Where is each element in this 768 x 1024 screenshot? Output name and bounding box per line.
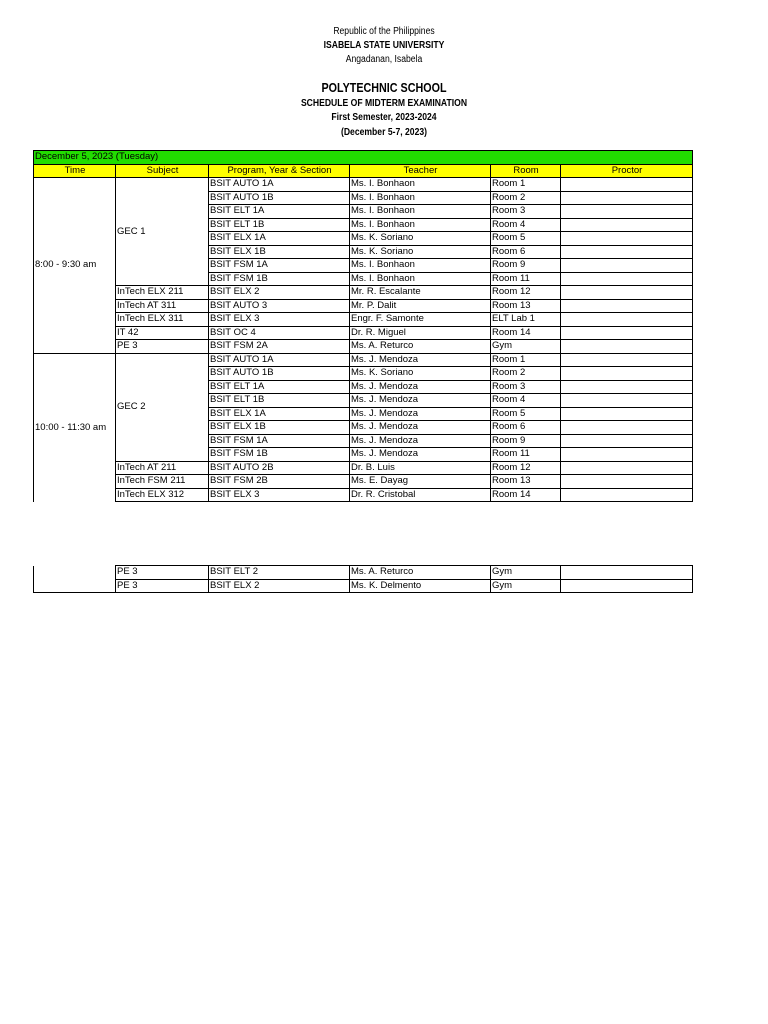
teacher-cell: Mr. P. Dalit [350,299,491,313]
header-university: ISABELA STATE UNIVERSITY [323,40,445,51]
column-header-row [34,164,693,178]
proctor-cell [561,272,693,286]
col-header-teacher: Teacher [350,164,491,178]
teacher-cell: Ms. I. Bonhaon [350,205,491,219]
program-cell: BSIT AUTO 1A [209,353,350,367]
subject-cell: InTech AT 311 [116,299,209,313]
program-cell: BSIT ELX 2 [209,579,350,593]
room-cell: Room 12 [491,286,561,300]
program-cell: BSIT AUTO 2B [209,461,350,475]
teacher-cell: Ms. J. Mendoza [350,434,491,448]
teacher-cell: Ms. J. Mendoza [350,448,491,462]
schedule-table-continued [33,565,693,593]
header-country: Republic of the Philippines [333,26,435,37]
table-row [34,579,693,593]
room-cell: Gym [491,566,561,580]
subject-cell: InTech ELX 211 [116,286,209,300]
room-cell: Room 5 [491,407,561,421]
teacher-cell: Ms. K. Soriano [350,245,491,259]
date-range-label: (December 5-7, 2023) [340,127,428,138]
room-cell: Room 6 [491,245,561,259]
teacher-cell: Ms. I. Bonhaon [350,191,491,205]
teacher-cell: Mr. R. Escalante [350,286,491,300]
program-cell: BSIT ELX 1B [209,421,350,435]
col-header-room: Room [491,164,561,178]
program-cell: BSIT FSM 1A [209,434,350,448]
proctor-cell [561,286,693,300]
proctor-cell [561,353,693,367]
room-cell: Room 1 [491,178,561,192]
table-row [34,313,693,327]
room-cell: Room 9 [491,434,561,448]
teacher-cell: Dr. R. Miguel [350,326,491,340]
room-cell: Room 2 [491,367,561,381]
program-cell: BSIT ELX 3 [209,313,350,327]
table-row [34,488,693,502]
room-cell: Room 9 [491,259,561,273]
subject-cell: GEC 1 [116,178,209,286]
teacher-cell: Ms. I. Bonhaon [350,259,491,273]
program-cell: BSIT ELT 1B [209,218,350,232]
program-cell: BSIT ELX 1A [209,407,350,421]
room-cell: Room 6 [491,421,561,435]
program-cell: BSIT AUTO 3 [209,299,350,313]
col-header-program: Program, Year & Section [209,164,350,178]
room-cell: Room 4 [491,394,561,408]
table-row [34,178,693,192]
teacher-cell: Ms. I. Bonhaon [350,272,491,286]
room-cell: Room 11 [491,448,561,462]
program-cell: BSIT ELT 1A [209,380,350,394]
program-cell: BSIT ELX 1A [209,232,350,246]
room-cell: Room 3 [491,380,561,394]
program-cell: BSIT OC 4 [209,326,350,340]
time-slot-cell [34,579,116,593]
teacher-cell: Dr. R. Cristobal [350,488,491,502]
table-row [34,475,693,489]
program-cell: BSIT ELT 1A [209,205,350,219]
day-label: December 5, 2023 (Tuesday) [34,151,693,165]
table-row [34,299,693,313]
subject-cell: PE 3 [116,340,209,354]
teacher-cell: Ms. J. Mendoza [350,394,491,408]
time-slot-cell: 8:00 - 9:30 am [34,178,116,354]
teacher-cell: Ms. I. Bonhaon [350,178,491,192]
teacher-cell: Ms. E. Dayag [350,475,491,489]
proctor-cell [561,380,693,394]
proctor-cell [561,407,693,421]
document-title: SCHEDULE OF MIDTERM EXAMINATION [300,98,468,109]
room-cell: Room 12 [491,461,561,475]
room-cell: Room 1 [491,353,561,367]
room-cell: Gym [491,340,561,354]
proctor-cell [561,313,693,327]
proctor-cell [561,434,693,448]
table-row [34,353,693,367]
subject-cell: PE 3 [116,579,209,593]
program-cell: BSIT ELX 3 [209,488,350,502]
teacher-cell: Ms. J. Mendoza [350,353,491,367]
table-row [34,340,693,354]
time-slot-cell [34,566,116,580]
time-slot-cell: 10:00 - 11:30 am [34,353,116,502]
room-cell: Room 3 [491,205,561,219]
room-cell: Room 14 [491,488,561,502]
proctor-cell [561,579,693,593]
teacher-cell: Ms. K. Soriano [350,367,491,381]
header-campus: Angadanan, Isabela [345,54,423,65]
program-cell: BSIT FSM 2A [209,340,350,354]
table-row [34,461,693,475]
room-cell: Room 4 [491,218,561,232]
header-school: POLYTECHNIC SCHOOL [321,81,447,95]
proctor-cell [561,475,693,489]
proctor-cell [561,218,693,232]
table-row [34,326,693,340]
program-cell: BSIT FSM 1B [209,448,350,462]
subject-cell: GEC 2 [116,353,209,461]
proctor-cell [561,326,693,340]
proctor-cell [561,448,693,462]
proctor-cell [561,205,693,219]
room-cell: Room 2 [491,191,561,205]
program-cell: BSIT FSM 1A [209,259,350,273]
teacher-cell: Ms. I. Bonhaon [350,218,491,232]
room-cell: Room 5 [491,232,561,246]
proctor-cell [561,421,693,435]
col-header-proctor: Proctor [561,164,693,178]
teacher-cell: Ms. J. Mendoza [350,421,491,435]
subject-cell: PE 3 [116,566,209,580]
col-header-time: Time [34,164,116,178]
proctor-cell [561,178,693,192]
teacher-cell: Ms. J. Mendoza [350,407,491,421]
program-cell: BSIT ELT 2 [209,566,350,580]
schedule-table [33,150,693,502]
subject-cell: InTech FSM 211 [116,475,209,489]
program-cell: BSIT AUTO 1B [209,191,350,205]
proctor-cell [561,461,693,475]
subject-cell: InTech AT 211 [116,461,209,475]
proctor-cell [561,191,693,205]
proctor-cell [561,232,693,246]
program-cell: BSIT FSM 2B [209,475,350,489]
col-header-subject: Subject [116,164,209,178]
room-cell: Room 13 [491,299,561,313]
teacher-cell: Engr. F. Samonte [350,313,491,327]
teacher-cell: Dr. B. Luis [350,461,491,475]
proctor-cell [561,245,693,259]
program-cell: BSIT AUTO 1B [209,367,350,381]
subject-cell: InTech ELX 312 [116,488,209,502]
teacher-cell: Ms. K. Soriano [350,232,491,246]
semester-label: First Semester, 2023-2024 [331,112,437,123]
proctor-cell [561,259,693,273]
room-cell: Room 13 [491,475,561,489]
room-cell: Room 14 [491,326,561,340]
subject-cell: IT 42 [116,326,209,340]
program-cell: BSIT FSM 1B [209,272,350,286]
proctor-cell [561,340,693,354]
program-cell: BSIT AUTO 1A [209,178,350,192]
program-cell: BSIT ELX 2 [209,286,350,300]
teacher-cell: Ms. J. Mendoza [350,380,491,394]
proctor-cell [561,488,693,502]
teacher-cell: Ms. A. Returco [350,566,491,580]
teacher-cell: Ms. K. Delmento [350,579,491,593]
proctor-cell [561,394,693,408]
day-header-row [34,151,693,165]
room-cell: Gym [491,579,561,593]
program-cell: BSIT ELT 1B [209,394,350,408]
subject-cell: InTech ELX 311 [116,313,209,327]
room-cell: Room 11 [491,272,561,286]
proctor-cell [561,299,693,313]
proctor-cell [561,566,693,580]
table-row [34,286,693,300]
program-cell: BSIT ELX 1B [209,245,350,259]
proctor-cell [561,367,693,381]
teacher-cell: Ms. A. Returco [350,340,491,354]
room-cell: ELT Lab 1 [491,313,561,327]
table-row [34,566,693,580]
